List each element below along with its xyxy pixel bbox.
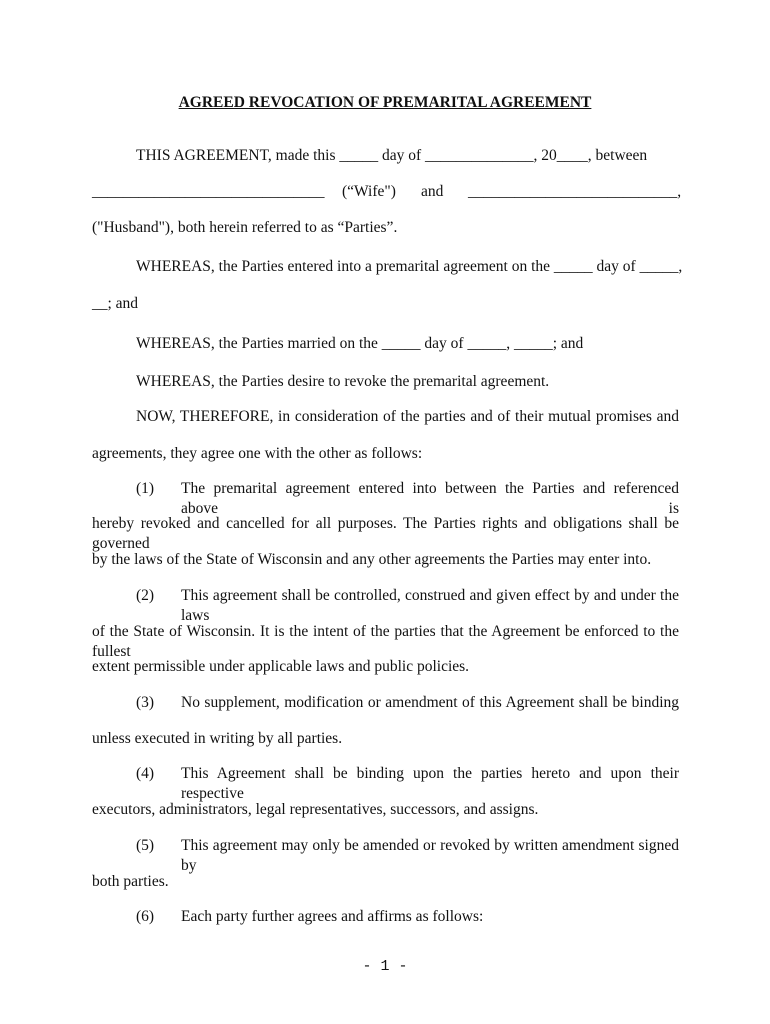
clause-5-line-1: This agreement may only be amended or revoked by written amendment signed by	[181, 837, 679, 874]
clause-1-line-3: by the laws of the State of Wisconsin and any other agreements the Parties may enter into.	[92, 551, 652, 568]
wife-label: (“Wife")	[342, 183, 396, 200]
and-label: and	[421, 183, 444, 200]
whereas-1-line-2: __; and	[92, 295, 139, 312]
clause-3-number: (3)	[136, 694, 155, 711]
clause-1-line-1: The premarital agreement entered into between the Parties and referenced above is	[181, 480, 679, 517]
clause-2-line-1: This agreement shall be controlled, construed and given effect by and under the laws	[181, 587, 679, 624]
clause-2-line-3: extent permissible under applicable laws and public policies.	[92, 658, 470, 675]
page-number: - 1 -	[362, 958, 408, 975]
husband-line: ("Husband"), both herein referred to as “Parties”.	[92, 219, 398, 236]
husband-name-blank: ___________________________,	[468, 183, 682, 200]
whereas-3: WHEREAS, the Parties desire to revoke the premarital agreement.	[136, 373, 550, 390]
clause-4-line-2: executors, administrators, legal representatives, successors, and assigns.	[92, 801, 539, 818]
clause-6-line-1: Each party further agrees and affirms as follows:	[181, 908, 484, 925]
intro-line: THIS AGREEMENT, made this _____ day of ______________, 20____, between	[136, 147, 648, 164]
wife-name-blank: ______________________________	[92, 183, 325, 200]
clause-3-line-2: unless executed in writing by all parties.	[92, 730, 343, 747]
now-therefore-line-2: agreements, they agree one with the other as follows:	[92, 445, 423, 462]
clause-3-line-1: No supplement, modification or amendment of this Agreement shall be binding	[181, 694, 679, 711]
document-title: AGREED REVOCATION OF PREMARITAL AGREEMENT	[178, 94, 592, 111]
whereas-2: WHEREAS, the Parties married on the _____ day of _____, _____; and	[136, 335, 584, 352]
clause-5-number: (5)	[136, 837, 155, 854]
clause-4-line-1: This Agreement shall be binding upon the parties hereto and upon their respective	[181, 765, 679, 802]
clause-4-number: (4)	[136, 765, 155, 782]
clause-1-line-2: hereby revoked and cancelled for all purposes. The Parties rights and obligations shall be governed	[92, 515, 679, 552]
whereas-1-line-1: WHEREAS, the Parties entered into a premarital agreement on the _____ day of _____,	[136, 258, 683, 275]
clause-2-line-2: of the State of Wisconsin. It is the intent of the parties that the Agreement be enforced to the fullest	[92, 623, 679, 660]
clause-5-line-2: both parties.	[92, 873, 169, 890]
clause-2-number: (2)	[136, 587, 155, 604]
now-therefore-line-1: NOW, THEREFORE, in consideration of the parties and of their mutual promises and	[136, 408, 679, 425]
clause-1-number: (1)	[136, 480, 155, 497]
clause-6-number: (6)	[136, 908, 155, 925]
